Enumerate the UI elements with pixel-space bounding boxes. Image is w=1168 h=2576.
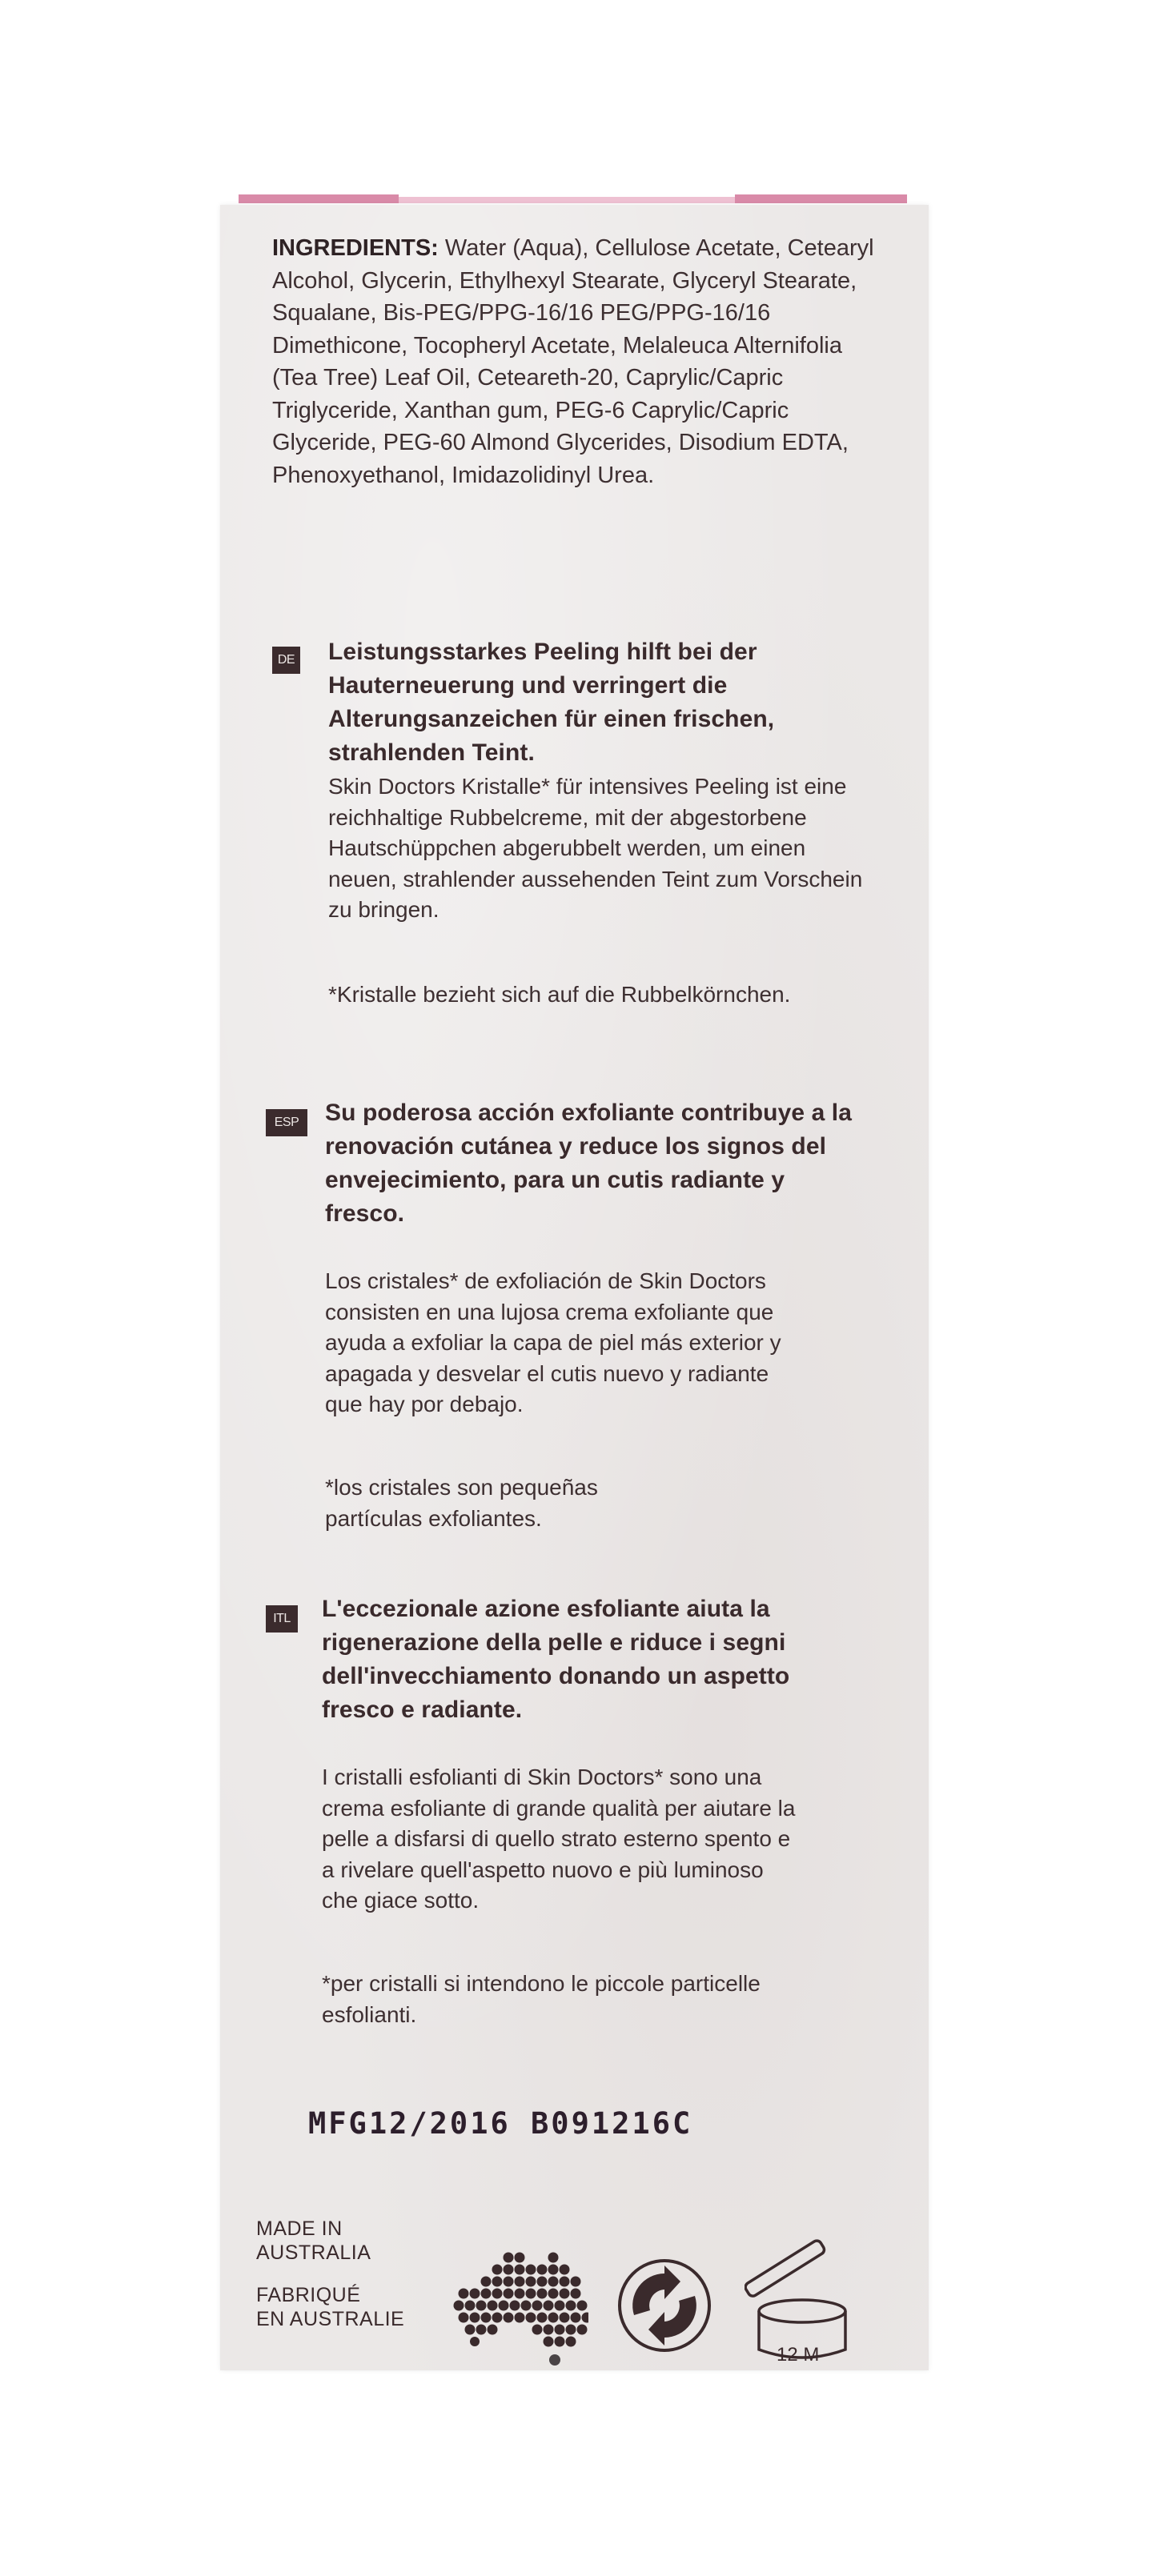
box-top-pink-edge-middle (399, 197, 735, 203)
lang-badge-esp: ESP (266, 1109, 307, 1136)
batch-code: MFG12/2016 B091216C (308, 2106, 693, 2141)
ingredients-label: INGREDIENTS: (272, 235, 439, 261)
made-in-australia-fr (256, 2283, 404, 2331)
ingredients-block (272, 232, 881, 491)
body-itl: I cristalli esfolianti di Skin Doctors* sono una crema esfoliante di grande qualità per aiutare la pelle a disfarsi di quello strato esterno spento e a rivelare quell'aspetto nuovo e più luminoso che giace sotto. (322, 1765, 796, 1913)
fabrique-line2: EN AUSTRALIE (256, 2308, 405, 2330)
made-in-line1: MADE IN (256, 2217, 343, 2240)
headline-esp: Su poderosa acción exfoliante contribuye a la renovación cutánea y reduce los signos del envejecimiento, para un cutis radiante y fresco. (325, 1100, 853, 1227)
made-in-australia-en (256, 2217, 371, 2265)
pao-label: 12 M (777, 2344, 820, 2366)
made-in-line2: AUSTRALIA (256, 2241, 371, 2264)
headline-de: Leistungsstarkes Peeling hilft bei der Hauterneuerung und verringert die Alterungsanzeichen für einen frischen, strahlenden Teint. (328, 639, 775, 766)
lang-badge-itl: ITL (266, 1605, 298, 1633)
footnote-itl: *per cristalli si intendono le piccole particelle esfolianti. (322, 1971, 761, 2027)
footnote-esp: *los cristales son pequeñas partículas exfoliantes. (325, 1475, 598, 1531)
body-esp: Los cristales* de exfoliación de Skin Doctors consisten en una lujosa crema exfoliante que ayuda a exfoliar la capa de piel más exterior y apagada y desvelar el cutis nuevo y radiante que hay por debajo. (325, 1268, 781, 1416)
product-box-back-panel (220, 205, 929, 2370)
box-top-pink-edge-right (735, 194, 907, 203)
australia-map-icon (452, 2249, 588, 2370)
fabrique-line1: FABRIQUÉ (256, 2284, 361, 2306)
green-dot-recycle-icon (616, 2258, 712, 2354)
body-de: Skin Doctors Kristalle* für intensives Peeling ist eine reichhaltige Rubbelcreme, mit der abgestorbene Hautschüppchen abgerubbelt werden, um einen neuen, strahlender aussehenden Teint zum Vorschein zu bringen. (328, 774, 863, 922)
lang-badge-de: DE (272, 647, 300, 674)
box-top-pink-edge-left (239, 194, 399, 203)
footnote-de: *Kristalle bezieht sich auf die Rubbelkörnchen. (328, 982, 791, 1007)
headline-itl: L'eccezionale azione esfoliante aiuta la rigenerazione della pelle e riduce i segni dell'invecchiamento donando un aspetto fresco e radiante. (322, 1596, 790, 1723)
ingredients-list: Water (Aqua), Cellulose Acetate, Cetearyl Alcohol, Glycerin, Ethylhexyl Stearate, Glyceryl Stearate, Squalane, Bis-PEG/PPG-16/16 PEG/PPG-16/16 Dimethicone, Tocopheryl Acetate, Melaleuca Alternifolia (Tea Tree) Leaf Oil, Ceteareth-20, Caprylic/Capric Triglyceride, Xanthan gum, PEG-6 Caprylic/Capric Glyceride, PEG-60 Almond Glycerides, Disodium EDTA, Phenoxyethanol, Imidazolidinyl Urea. (272, 235, 874, 488)
